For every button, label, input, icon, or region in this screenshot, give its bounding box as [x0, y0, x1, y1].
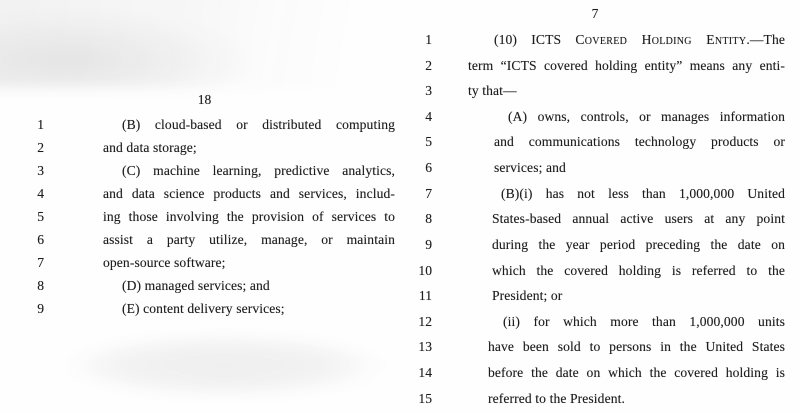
- line-number: 4: [37, 186, 44, 201]
- line-text: and communications technology products or: [494, 134, 785, 150]
- line-number: 15: [418, 390, 432, 406]
- bill-line: [405, 82, 785, 100]
- bill-line: [14, 208, 395, 226]
- line-text: (10) ICTS Covered Holding Entity.—The: [494, 32, 785, 47]
- bill-line: [405, 262, 785, 280]
- page-number-left: 18: [197, 92, 212, 107]
- line-text: (A) owns, controls, or manages information: [508, 108, 785, 124]
- bill-line: [14, 116, 395, 134]
- scan-smudge-top: [0, 0, 400, 88]
- line-text: (ii) for which more than 1,000,000 units: [503, 313, 785, 329]
- line-number: 13: [418, 339, 432, 355]
- line-number: 2: [425, 57, 432, 73]
- line-number: 3: [425, 83, 432, 99]
- line-number: 6: [37, 232, 44, 247]
- line-text: President; or: [492, 288, 563, 304]
- line-number: 1: [425, 32, 432, 47]
- bill-line: [405, 364, 785, 382]
- line-text: ty that—: [468, 83, 517, 99]
- bill-line: [405, 31, 785, 49]
- bill-line: [14, 139, 395, 157]
- line-number: 12: [418, 313, 432, 329]
- line-text: term “ICTS covered holding entity” means any enti-: [468, 57, 785, 73]
- bill-line: [405, 390, 785, 408]
- bill-line: [405, 287, 785, 305]
- line-text: ing those involving the provision of services to: [103, 209, 395, 224]
- line-number: 6: [425, 160, 432, 176]
- line-number: 14: [418, 365, 432, 381]
- line-text: (B)(i) has not less than 1,000,000 United: [501, 185, 785, 201]
- line-number: 8: [425, 211, 432, 227]
- line-number: 2: [37, 140, 44, 155]
- bill-line: [405, 108, 785, 126]
- line-text: before the date on which the covered holding is: [488, 365, 785, 381]
- line-number: 1: [37, 117, 44, 132]
- line-number: 8: [37, 278, 44, 293]
- line-text: (D) managed services; and: [122, 278, 270, 293]
- line-text: which the covered holding is referred to the: [492, 262, 785, 278]
- line-number: 11: [418, 288, 432, 304]
- bill-line: [405, 210, 785, 228]
- line-text: and data science products and services, includ-: [103, 186, 395, 201]
- bill-line: [14, 231, 395, 249]
- bill-line: [405, 313, 785, 331]
- line-number: 4: [425, 108, 432, 124]
- line-number: 5: [37, 209, 44, 224]
- page-number-right: 7: [591, 6, 599, 21]
- line-text: (E) content delivery services;: [122, 301, 285, 316]
- line-number: 7: [37, 255, 44, 270]
- line-text: (B) cloud-based or distributed computing: [122, 117, 395, 132]
- bill-line: [14, 185, 395, 203]
- line-number: 10: [418, 262, 432, 278]
- line-text: (C) machine learning, predictive analytics,: [122, 163, 395, 178]
- line-text: referred to the President.: [488, 390, 625, 406]
- line-number: 9: [425, 236, 432, 252]
- line-text: have been sold to persons in the United States: [488, 339, 785, 355]
- bill-line: [14, 254, 395, 272]
- bill-line: [405, 338, 785, 356]
- scan-smudge-bottom: [35, 327, 400, 411]
- bill-line: [14, 300, 395, 318]
- line-text: during the year period preceding the date on: [492, 236, 785, 252]
- line-text: and data storage;: [103, 140, 197, 155]
- bill-line: [405, 159, 785, 177]
- line-text: assist a party utilize, manage, or maintain: [103, 232, 395, 247]
- line-text: services; and: [494, 160, 566, 176]
- line-number: 5: [425, 134, 432, 150]
- line-number: 9: [37, 301, 44, 316]
- bill-page-right: [400, 0, 800, 413]
- line-text: States-based annual active users at any point: [492, 211, 785, 227]
- line-text: open-source software;: [103, 255, 226, 270]
- line-number: 7: [425, 185, 432, 201]
- bill-line: [405, 236, 785, 254]
- bill-line: [405, 133, 785, 151]
- line-number: 3: [37, 163, 44, 178]
- bill-line: [14, 162, 395, 180]
- bill-line: [14, 277, 395, 295]
- bill-line: [405, 57, 785, 75]
- bill-line: [405, 185, 785, 203]
